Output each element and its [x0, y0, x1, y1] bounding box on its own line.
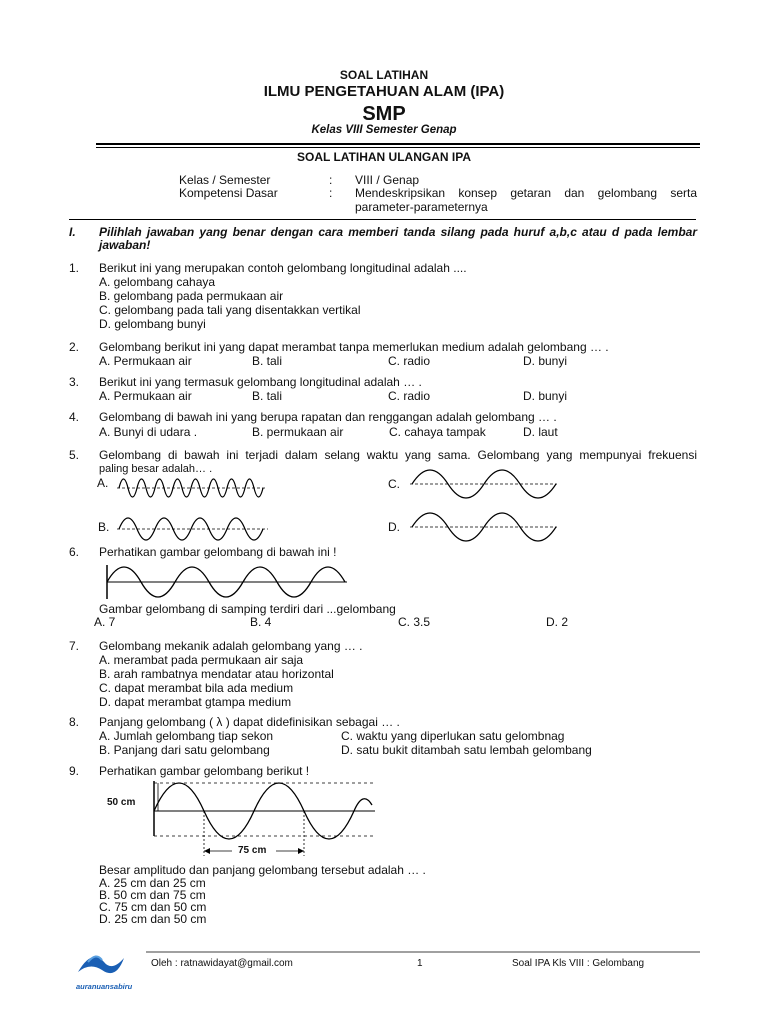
- q5-text-1: Gelombang di bawah ini terjadi dalam selang waktu yang sama. Gelombang yang mempunyai frekuensi: [99, 448, 697, 462]
- q5-option-b[interactable]: B.: [98, 520, 110, 534]
- q5-wave-a: [119, 479, 263, 497]
- info-kd-label: Kompetensi Dasar: [179, 186, 278, 200]
- q9-option-b[interactable]: B. 50 cm dan 75 cm: [99, 888, 206, 902]
- q2-number: 2.: [69, 340, 80, 354]
- info-kd-value-2: parameter-parameternya: [355, 200, 488, 214]
- q9-option-c[interactable]: C. 75 cm dan 50 cm: [99, 900, 207, 914]
- section-number: I.: [69, 225, 76, 239]
- q2-option-c[interactable]: C. radio: [388, 354, 431, 368]
- q6-option-b[interactable]: B. 4: [250, 615, 272, 629]
- q7-number: 7.: [69, 639, 80, 653]
- q9-option-a[interactable]: A. 25 cm dan 25 cm: [99, 876, 206, 890]
- footer-subject: Soal IPA Kls VIII : Gelombang: [512, 958, 645, 969]
- q3-option-d[interactable]: D. bunyi: [523, 389, 568, 403]
- q7-option-b[interactable]: B. arah rambatnya mendatar atau horizontal: [99, 667, 334, 681]
- info-kelas-value: VIII / Genap: [355, 173, 420, 187]
- q9-arrowhead-left: [204, 848, 210, 854]
- q5-wave-c: [412, 470, 556, 498]
- header-line-1: SOAL LATIHAN: [339, 68, 429, 82]
- q6-option-a[interactable]: A. 7: [94, 615, 116, 629]
- q1-option-a[interactable]: A. gelombang cahaya: [99, 275, 216, 289]
- q5-text-2: paling besar adalah… .: [99, 463, 213, 475]
- q6-number: 6.: [69, 545, 80, 559]
- q9-option-d[interactable]: D. 25 cm dan 50 cm: [99, 912, 207, 926]
- q2-text: Gelombang berikut ini yang dapat merambat tanpa memerlukan medium adalah gelombang … .: [99, 340, 609, 354]
- q5-wave-b: [119, 518, 263, 540]
- q1-text: Berikut ini yang merupakan contoh gelombang longitudinal adalah ....: [99, 261, 467, 275]
- logo-text: auranuansabiru: [76, 982, 133, 991]
- q1-option-d[interactable]: D. gelombang bunyi: [99, 317, 206, 331]
- info-kd-colon: :: [329, 186, 333, 200]
- q2-option-a[interactable]: A. Permukaan air: [99, 354, 192, 368]
- q9-text: Perhatikan gambar gelombang berikut !: [99, 764, 310, 778]
- info-kelas-label: Kelas / Semester: [179, 173, 271, 187]
- q9-amplitude-label: 50 cm: [107, 797, 136, 808]
- q7-text: Gelombang mekanik adalah gelombang yang … .: [99, 639, 363, 653]
- section-instruction-1: Pilihlah jawaban yang benar dengan cara memberi tanda silang pada huruf a,b,c atau d pada lembar: [99, 225, 697, 239]
- q6-text-2: Gambar gelombang di samping terdiri dari ...gelombang: [99, 602, 396, 616]
- q4-option-c[interactable]: C. cahaya tampak: [389, 425, 486, 439]
- q1-option-b[interactable]: B. gelombang pada permukaan air: [99, 289, 284, 303]
- q7-option-c[interactable]: C. dapat merambat bila ada medium: [99, 681, 294, 695]
- q6-option-d[interactable]: D. 2: [546, 615, 569, 629]
- q9-wavelength-label: 75 cm: [238, 845, 267, 856]
- q5-wave-d: [412, 513, 556, 541]
- q3-option-c[interactable]: C. radio: [388, 389, 431, 403]
- q1-option-c[interactable]: C. gelombang pada tali yang disentakkan vertikal: [99, 303, 361, 317]
- q3-number: 3.: [69, 375, 80, 389]
- q2-option-b[interactable]: B. tali: [252, 354, 283, 368]
- q6-text: Perhatikan gambar gelombang di bawah ini !: [99, 545, 337, 559]
- header-line-4: Kelas VIII Semester Genap: [311, 124, 457, 136]
- info-kd-value-1: Mendeskripsikan konsep getaran dan gelombang serta: [355, 186, 697, 200]
- q3-option-a[interactable]: A. Permukaan air: [99, 389, 192, 403]
- q9-arrowhead-right: [298, 848, 304, 854]
- q8-option-a[interactable]: A. Jumlah gelombang tiap sekon: [99, 729, 274, 743]
- page-title: SOAL LATIHAN ULANGAN IPA: [297, 150, 471, 164]
- q4-text: Gelombang di bawah ini yang berupa rapatan dan renggangan adalah gelombang … .: [99, 410, 557, 424]
- info-kelas-colon: :: [329, 173, 333, 187]
- q5-option-a[interactable]: A.: [97, 476, 109, 490]
- header-line-3: SMP: [362, 103, 406, 125]
- q3-option-b[interactable]: B. tali: [252, 389, 283, 403]
- q8-option-b[interactable]: B. Panjang dari satu gelombang: [99, 743, 270, 757]
- q7-option-d[interactable]: D. dapat merambat gtampa medium: [99, 695, 292, 709]
- q1-number: 1.: [69, 261, 80, 275]
- q8-number: 8.: [69, 715, 80, 729]
- q5-option-d[interactable]: D.: [388, 520, 400, 534]
- q4-option-d[interactable]: D. laut: [523, 425, 558, 439]
- q8-text: Panjang gelombang ( λ ) dapat didefinisikan sebagai … .: [99, 715, 400, 729]
- q3-text: Berikut ini yang termasuk gelombang longitudinal adalah … .: [99, 375, 422, 389]
- q5-number: 5.: [69, 448, 80, 462]
- footer-author: Oleh : ratnawidayat@gmail.com: [151, 958, 293, 969]
- q8-option-d[interactable]: D. satu bukit ditambah satu lembah gelombang: [341, 743, 592, 757]
- q4-option-a[interactable]: A. Bunyi di udara .: [99, 425, 198, 439]
- section-instruction-2: jawaban!: [99, 238, 151, 252]
- q4-number: 4.: [69, 410, 80, 424]
- q8-option-c[interactable]: C. waktu yang diperlukan satu gelombnag: [341, 729, 565, 743]
- q7-option-a[interactable]: A. merambat pada permukaan air saja: [99, 653, 304, 667]
- q6-option-c[interactable]: C. 3.5: [398, 615, 431, 629]
- q9-text-2: Besar amplitudo dan panjang gelombang tersebut adalah … .: [99, 863, 426, 877]
- q9-number: 9.: [69, 764, 80, 778]
- q5-option-c[interactable]: C.: [388, 477, 400, 491]
- footer-page-number: 1: [417, 958, 423, 969]
- header-line-2: ILMU PENGETAHUAN ALAM (IPA): [263, 83, 505, 100]
- q4-option-b[interactable]: B. permukaan air: [252, 425, 344, 439]
- q2-option-d[interactable]: D. bunyi: [523, 354, 568, 368]
